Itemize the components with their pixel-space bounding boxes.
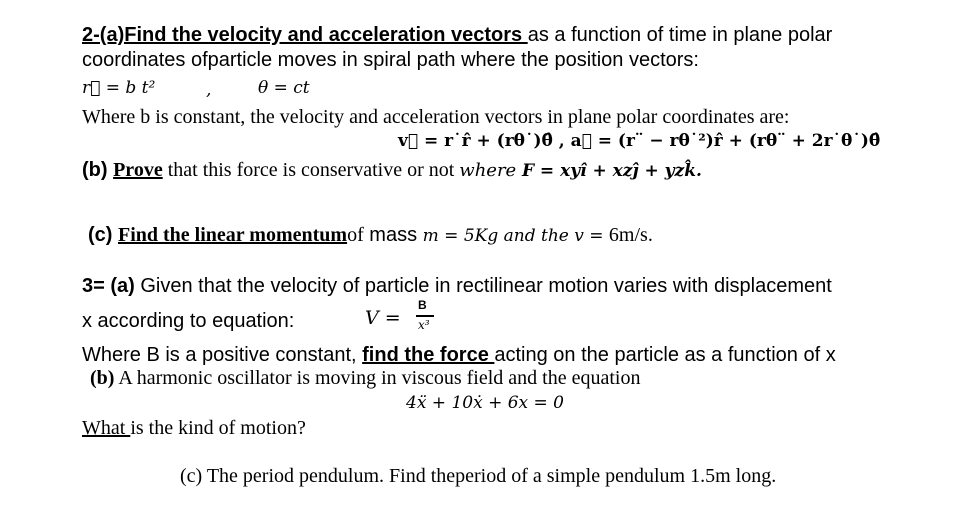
- q2a-lead: 2-(a)Find the velocity and acceleration vectors: [82, 24, 528, 46]
- oscillator-equation: 4ẍ + 10ẋ + 6x = 0: [406, 393, 564, 413]
- q2b-prove: Prove: [113, 159, 163, 181]
- q3b-line: [90, 368, 640, 388]
- fraction-denominator: x³: [418, 318, 430, 332]
- q2c-line: [88, 225, 653, 245]
- q2a-where-b: Where b is constant, the velocity and acceleration vectors in plane polar coordinates are:: [82, 106, 790, 128]
- q2b-text: that this force is conservative or not: [162, 159, 460, 181]
- q2c-label: (c): [88, 224, 118, 246]
- q3b-what: What: [82, 417, 131, 439]
- separator-comma: ,: [206, 80, 212, 100]
- theta-equation: θ = ct: [258, 78, 310, 98]
- fraction-bar: [416, 315, 434, 317]
- velocity-value: 6m/s.: [608, 224, 653, 246]
- position-vector-equation: r⃗ = b t²: [82, 78, 156, 98]
- q3b-question: [82, 418, 306, 438]
- q2c-find: Find the linear momentum: [118, 224, 348, 246]
- q3a-text: Given that the velocity of particle in rectilinear motion varies with displacement: [134, 275, 832, 297]
- q2a-line2: coordinates ofparticle moves in spiral path where the position vectors:: [82, 49, 699, 71]
- q2c-of: of: [347, 224, 364, 246]
- q3c-line: (c) The period pendulum. Find theperiod of a simple pendulum 1.5m long.: [180, 465, 777, 487]
- q3a-line3: [82, 345, 836, 365]
- mass-equation: m = 5Kg: [422, 226, 499, 246]
- fraction-numerator: B: [418, 298, 427, 312]
- q3a-line1: [82, 276, 832, 296]
- q3a-where: Where B is a positive constant,: [82, 344, 363, 366]
- q3a-lead: 3= (a): [82, 275, 135, 297]
- q2b-line: [82, 160, 702, 180]
- q2c-and-v: and the v =: [498, 226, 609, 246]
- q2c-mass: mass: [363, 224, 423, 246]
- q3a-where-rest: acting on the particle as a function of x: [494, 344, 836, 366]
- velocity-equation-lhs: V =: [365, 307, 401, 329]
- q2a-rest: as a function of time in plane polar: [527, 24, 833, 46]
- force-equation: F = xyî + xzĵ + yzk̂.: [521, 161, 702, 181]
- velocity-acceleration-equation: v⃗ = r˙r̂ + (rθ˙)θ̂ , a⃗ = (r¨ − rθ˙²)r̂ + (rθ¨ + 2r˙θ˙)θ̂: [398, 131, 881, 151]
- q2b-label: (b): [82, 159, 114, 181]
- q3a-line2: x according to equation:: [82, 310, 295, 332]
- q3b-kind: is the kind of motion?: [130, 417, 306, 439]
- q2b-where: where: [459, 160, 522, 181]
- q2a-heading: [82, 25, 832, 45]
- q3a-find-force: find the force: [362, 344, 495, 366]
- q3b-text: A harmonic oscillator is moving in viscous field and the equation: [114, 367, 641, 389]
- q3b-label: (b): [90, 367, 115, 389]
